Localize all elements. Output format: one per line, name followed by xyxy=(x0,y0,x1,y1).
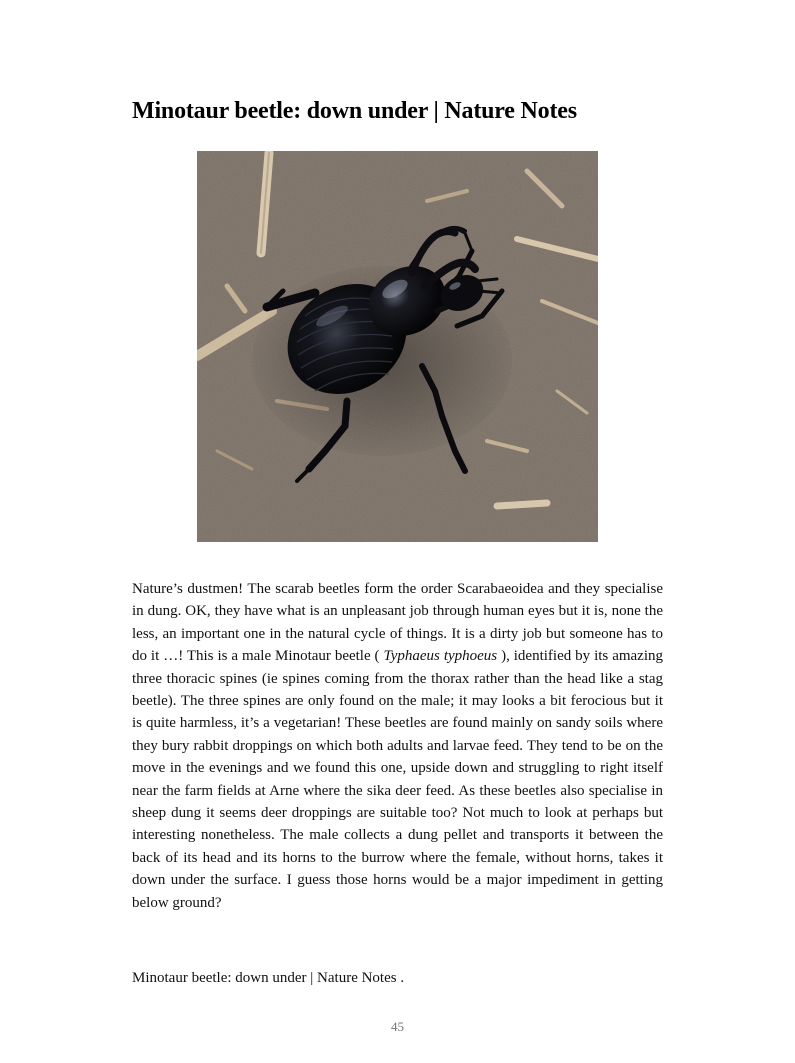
page-number: 45 xyxy=(391,1019,404,1034)
page-title: Minotaur beetle: down under | Nature Notes xyxy=(132,98,577,124)
beetle-photo xyxy=(197,151,598,542)
article-body xyxy=(132,578,663,914)
source-reference xyxy=(132,970,404,987)
species-name: Typhaeus typhoeus xyxy=(383,648,498,665)
source-suffix: . xyxy=(400,970,405,986)
body-text-part-1: Nature’s dustmen! The scarab beetles form the order Scarabaeoidea and they specialise in dung. OK, they have what is an unpleasant job through human eyes but it is, none the less, an important one in the natural cycle of things. It is a dirty job but someone has to do it …! This is a male Minotaur beetle ( xyxy=(132,581,663,665)
body-text-part-2: ), identified by its amazing three thoracic spines (ie spines coming from the thorax rather than the head like a stag beetle). The three spines are only found on the male; it may looks a bit ferocious but it is quite harmless, it’s a vegetarian! These beetles are found mainly on sandy soils where they bury rabbit droppings on which both adults and larvae feed. They tend to be on the move in the evenings and we found this one, upside down and struggling to right itself near the farm fields at Arne where the sika deer feed. As these beetles also specialise in sheep dung it seems deer droppings are suitable too? Not much to look at perhaps but interesting nonetheless. The male collects a dung pellet and transports it between the back of its head and its horns to the burrow where the female, without horns, takes it down under the surface. I guess those horns would be a major impediment in getting below ground? xyxy=(132,648,664,911)
source-link[interactable]: Minotaur beetle: down under | Nature Notes xyxy=(132,970,397,986)
